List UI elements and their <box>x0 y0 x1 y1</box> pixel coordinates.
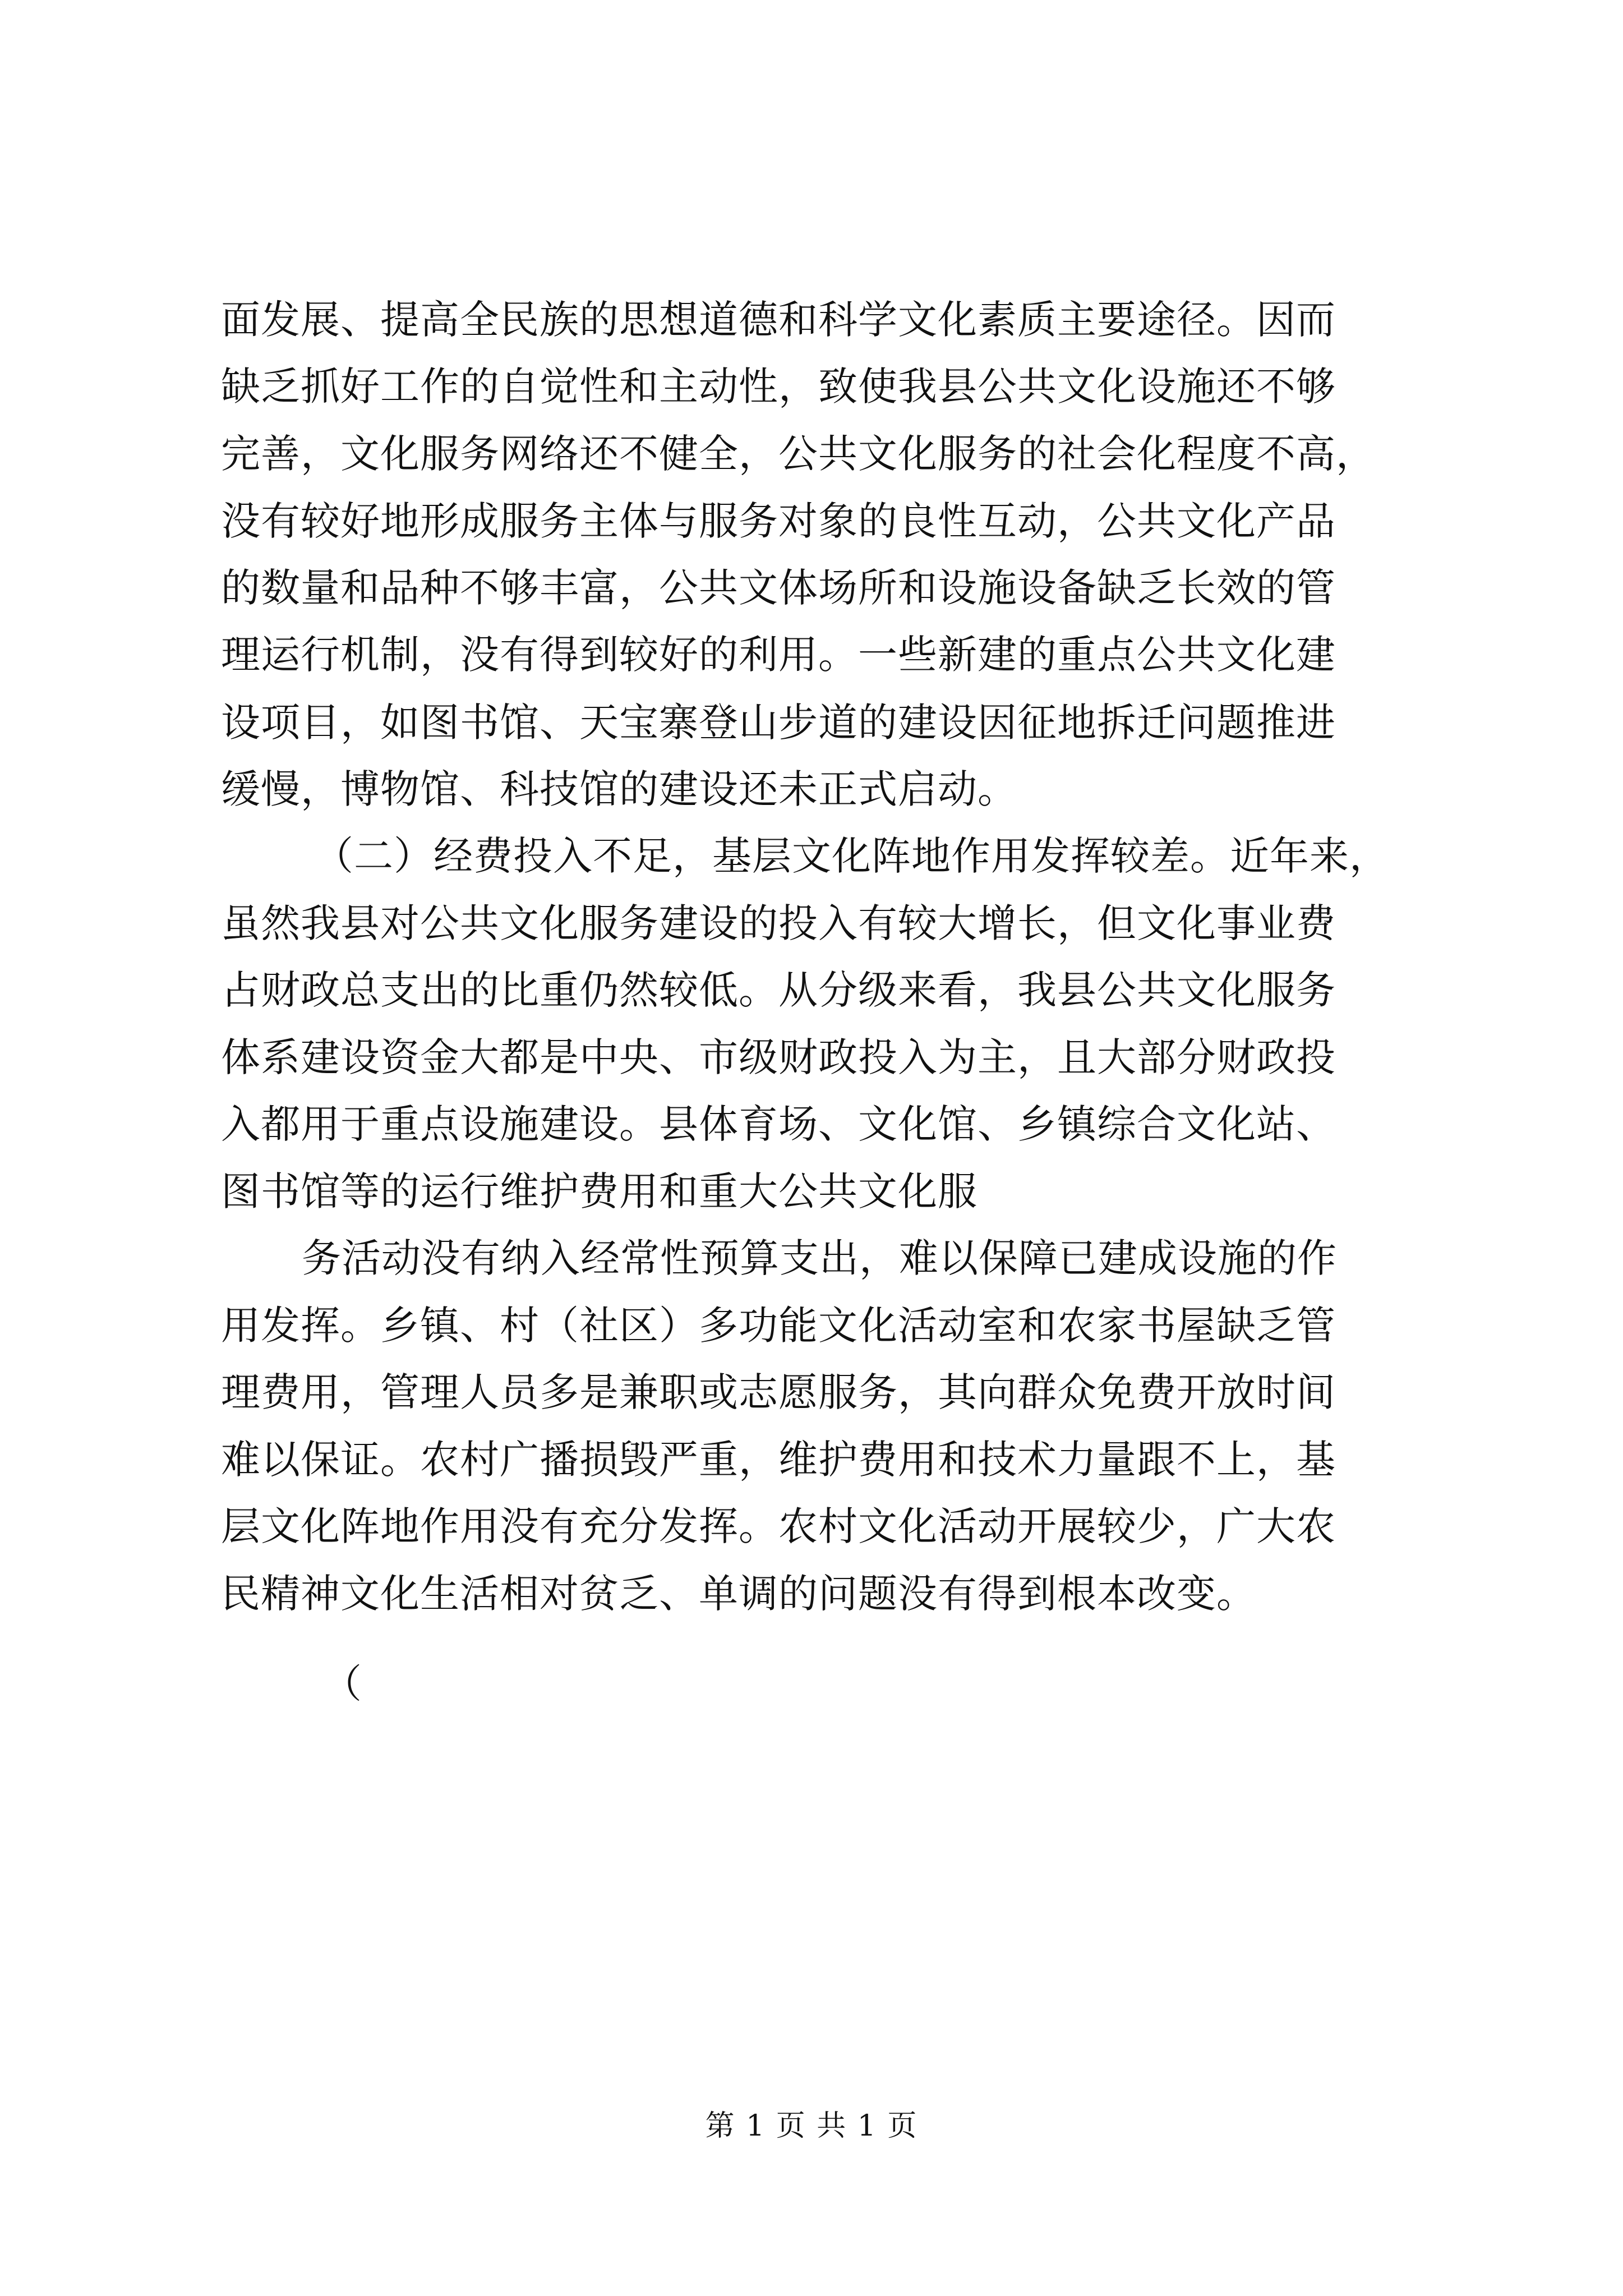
text-line-8: 缓慢，博物馆、科技馆的建设还未正式启动。 <box>221 766 1017 812</box>
text-line-21: （ <box>322 1661 362 1707</box>
text-line-20: 民精神文化生活相对贫乏、单调的问题没有得到根本改变。 <box>221 1571 1256 1617</box>
text-line-3: 完善，文化服务网络还不健全，公共文化服务的社会化程度不高， <box>221 431 1376 477</box>
text-line-13: 入都用于重点设施建设。县体育场、文化馆、乡镇综合文化站、 <box>221 1101 1336 1147</box>
text-line-11: 占财政总支出的比重仍然较低。从分级来看，我县公共文化服务 <box>221 967 1336 1013</box>
text-line-15: 务活动没有纳入经常性预算支出，难以保障已建成设施的作 <box>302 1235 1337 1281</box>
text-line-14: 图书馆等的运行维护费用和重大公共文化服 <box>221 1168 978 1214</box>
text-line-18: 难以保证。农村广播损毁严重，维护费用和技术力量跟不上，基 <box>221 1437 1336 1483</box>
text-line-6: 理运行机制，没有得到较好的利用。一些新建的重点公共文化建 <box>221 632 1336 678</box>
text-line-19: 层文化阵地作用没有充分发挥。农村文化活动开展较少，广大农 <box>221 1503 1336 1549</box>
text-line-10: 虽然我县对公共文化服务建设的投入有较大增长，但文化事业费 <box>221 900 1336 946</box>
text-line-17: 理费用，管理人员多是兼职或志愿服务，其向群众免费开放时间 <box>221 1369 1336 1415</box>
text-line-7: 设项目，如图书馆、天宝寨登山步道的建设因征地拆迁问题推进 <box>221 700 1336 746</box>
text-line-12: 体系建设资金大都是中央、市级财政投入为主，且大部分财政投 <box>221 1034 1336 1080</box>
page-number-footer: 第 1 页 共 1 页 <box>705 2109 918 2143</box>
section-heading-line: （二）经费投入不足，基层文化阵地作用发挥较差。近年来， <box>314 833 1389 879</box>
text-line-5: 的数量和品种不够丰富，公共文体场所和设施设备缺乏长效的管 <box>221 565 1336 611</box>
text-line-2: 缺乏抓好工作的自觉性和主动性，致使我县公共文化设施还不够 <box>221 364 1336 409</box>
text-line-1: 面发展、提高全民族的思想道德和科学文化素质主要途径。因而 <box>221 297 1336 343</box>
text-line-16: 用发挥。乡镇、村（社区）多功能文化活动室和农家书屋缺乏管 <box>221 1303 1336 1349</box>
text-line-4: 没有较好地形成服务主体与服务对象的良性互动，公共文化产品 <box>221 498 1336 544</box>
